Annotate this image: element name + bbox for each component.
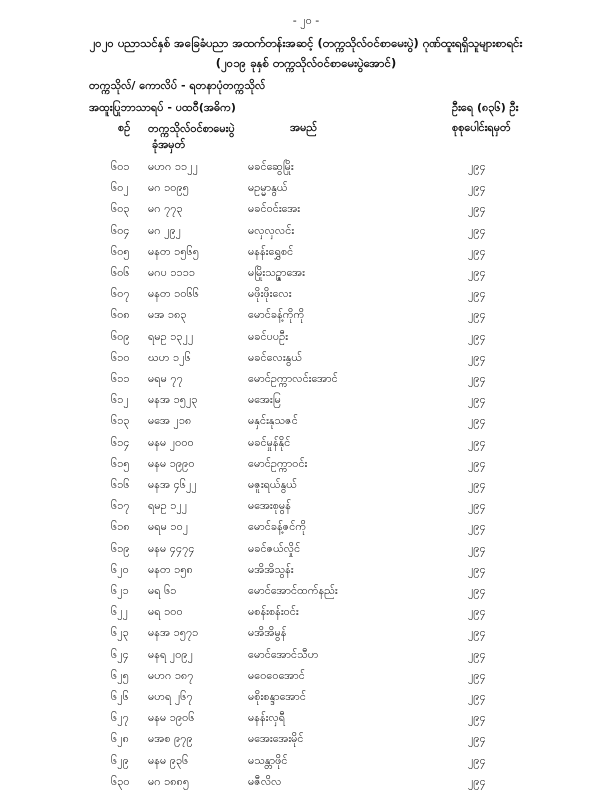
table-row <box>0 436 612 458</box>
row-serial: ၆၁၂ <box>111 393 129 407</box>
subject-line: အထူးပြုဘာသာရပ် - ပထဝီ(အဓိက) <box>89 101 236 114</box>
row-name: မအိအိမွန် <box>248 626 287 640</box>
row-serial: ၆၂၁ <box>111 584 129 597</box>
row-name: မနန်းရွှေစင် <box>248 244 294 258</box>
table-row <box>0 775 612 797</box>
table-row <box>0 542 612 564</box>
row-serial: ၆၀၁ <box>111 160 130 173</box>
row-serial: ၆၂၄ <box>111 647 129 661</box>
row-total: ၂၉၄ <box>468 732 486 746</box>
row-total: ၂၉၄ <box>468 690 486 703</box>
row-serial: ၆၀၉ <box>111 329 130 343</box>
row-serial: ၆၂၂ <box>111 605 128 619</box>
row-total: ၂၉၄ <box>468 329 486 343</box>
table-row <box>0 245 612 267</box>
row-exam-number: မနမ ၉၃၆ <box>148 753 189 767</box>
row-serial: ၆၂၆ <box>111 690 129 703</box>
row-total: ၂၉၄ <box>468 266 486 279</box>
row-name: မနှင်းနုသဇင် <box>248 414 298 428</box>
row-exam-number: မနမ ၄၄၇၄ <box>148 541 195 555</box>
table-row <box>0 690 612 712</box>
row-total: ၂၉၄ <box>468 499 486 513</box>
row-exam-number: မနတ ၁၀၆၆ <box>148 287 199 301</box>
row-exam-number: မဂ ၁၈၈၅ <box>148 774 190 788</box>
row-exam-number: မဂ ၇၇၃ <box>148 202 183 216</box>
row-exam-number: မရမ ၁၀၂ <box>148 520 189 534</box>
row-name: မစိုးစန္ဒာအောင် <box>248 690 306 703</box>
row-total: ၂၉၄ <box>468 435 486 449</box>
header-exam-line1: တက္ကသိုလ်ဝင်စာမေးပွဲ <box>148 122 235 135</box>
row-serial: ၆၀၂ <box>111 181 129 195</box>
table-row <box>0 393 612 415</box>
table-row <box>0 308 612 330</box>
row-exam-number: မနအ ၄၆၂၂ <box>148 478 197 491</box>
row-exam-number: မအေ ၂၁၈ <box>148 414 192 428</box>
row-name: မောင်အောင်ထက်နည်း <box>248 584 338 597</box>
row-serial: ၆၀၃ <box>111 202 130 216</box>
header-total: စုစုပေါင်းရမှတ် <box>452 121 511 134</box>
header-name: အမည် <box>290 121 318 134</box>
row-name: မအေးစုမွန် <box>248 499 291 513</box>
row-serial: ၆၁၁ <box>111 372 130 385</box>
row-serial: ၆၀၈ <box>111 308 130 322</box>
table-row <box>0 224 612 246</box>
row-exam-number: မနမ ၁၉၉၀ <box>148 456 195 470</box>
row-total: ၂၉၄ <box>468 372 486 385</box>
header-exam-line2: ခုံအမှတ် <box>152 138 186 151</box>
row-total: ၂၉၄ <box>468 605 486 619</box>
row-serial: ၆၁၃ <box>111 414 130 428</box>
row-exam-number: မနတ ၁၅၆၅ <box>148 244 199 258</box>
row-serial: ၆၁၈ <box>111 520 130 534</box>
row-exam-number: မနအ ၁၅၇၁ <box>148 626 199 640</box>
row-name: မဇီလိလ <box>248 774 282 788</box>
row-exam-number: မရမ ၇၇ <box>148 372 183 385</box>
row-name: မောင်ဥက္ကာလင်းအောင် <box>248 372 338 385</box>
row-name: မဇူးရယ်နွယ် <box>248 478 297 491</box>
document-title: ၂၀၂၀ ပညာသင်နှစ် အခြေခံပညာ အထက်တန်းအဆင့် (တက္ကသိုလ်ဝင်စာမေးပွဲ) ဂုဏ်ထူးရရှိသူများစာရင်း <box>89 36 523 50</box>
row-total: ၂၉၄ <box>468 774 486 788</box>
row-total: ၂၉၄ <box>468 478 486 491</box>
row-serial: ၆၂၈ <box>111 732 129 746</box>
row-name: မအိအိသွန်း <box>248 562 294 576</box>
row-serial: ၆၂၉ <box>111 753 129 767</box>
row-name: မခင်မှုန်နိုင် <box>248 435 291 449</box>
row-serial: ၆၀၇ <box>111 287 130 301</box>
header-exam-number <box>148 121 235 153</box>
row-name: မဖိုးဖိုးလေး <box>248 287 292 301</box>
row-name: မဝေဝေအောင် <box>248 668 305 682</box>
row-exam-number: မနတ ၁၅၈ <box>148 562 193 576</box>
row-serial: ၆၁၆ <box>111 478 130 491</box>
table-row <box>0 499 612 521</box>
row-name: မမြိုးသဥ္ဇာအေး <box>248 266 305 279</box>
row-serial: ၆၃၀ <box>111 774 130 788</box>
row-total: ၂၉၄ <box>468 414 486 428</box>
row-name: မောင်ခန့်ကိုကို <box>248 308 305 322</box>
row-exam-number: မရ ၆၁ <box>148 584 177 597</box>
row-serial: ၆၁၀ <box>111 350 130 364</box>
row-name: မခင်ပပဦး <box>248 329 289 343</box>
table-row <box>0 181 612 203</box>
row-name: မခင်ဝင်းအေး <box>248 202 301 216</box>
row-serial: ၆၁၇ <box>111 499 130 513</box>
row-total: ၂၉၄ <box>468 350 486 364</box>
row-exam-number: မဂ ၂၉၂ <box>148 223 182 237</box>
row-total: ၂၉၄ <box>468 626 486 640</box>
table-row <box>0 605 612 627</box>
row-total: ၂၉၄ <box>468 753 486 767</box>
table-row <box>0 711 612 733</box>
row-name: မဥမ္မာနွယ် <box>248 181 288 195</box>
row-name: မလှလှလင်း <box>248 223 295 237</box>
row-name: မောင်ဥက္ကာဝင်း <box>248 456 308 470</box>
row-exam-number: မဂ ၁၀၉၅ <box>148 181 189 195</box>
candidate-count: ဦးရေ (၈၃၆) ဦး <box>452 101 519 114</box>
table-row <box>0 287 612 309</box>
row-serial: ၆၂၃ <box>111 626 129 640</box>
table-row <box>0 414 612 436</box>
row-serial: ၆၀၄ <box>111 223 130 237</box>
table-row <box>0 563 612 585</box>
row-exam-number: ရမဥ ၁၃၂၂ <box>148 329 194 343</box>
row-total: ၂၉၄ <box>468 584 486 597</box>
row-name: မအေးမြ <box>248 393 281 407</box>
document-subtitle: (၂၀၁၉ ခုနှစ် တက္ကသိုလ်ဝင်စာမေးပွဲအောင်) <box>215 56 397 70</box>
table-row <box>0 160 612 182</box>
table-row <box>0 520 612 542</box>
row-total: ၂၉၄ <box>468 711 486 725</box>
row-serial: ၆၂၇ <box>111 711 129 725</box>
row-name: မောင်ခန့်ဇင်ကို <box>248 520 307 534</box>
row-total: ၂၉၄ <box>468 202 486 216</box>
row-exam-number: မနရ ၂၀၉၂ <box>148 647 193 661</box>
row-total: ၂၉၄ <box>468 647 486 661</box>
university-line: တက္ကသိုလ်/ ကောလိပ် - ရတနာပုံတက္ကသိုလ် <box>89 79 266 92</box>
table-row <box>0 330 612 352</box>
row-total: ၂၉၄ <box>468 668 486 682</box>
row-serial: ၆၀၆ <box>111 266 130 279</box>
row-name: မစန်းစန်းဝင်း <box>248 605 299 619</box>
row-exam-number: မဟဂ ၁၈၇ <box>148 668 194 682</box>
table-row <box>0 202 612 224</box>
table-row <box>0 266 612 288</box>
row-exam-number: မနအ ၁၅၂၃ <box>148 393 198 407</box>
row-total: ၂၉၄ <box>468 181 486 195</box>
table-row <box>0 626 612 648</box>
header-serial: စဉ် <box>118 121 131 134</box>
table-row <box>0 732 612 754</box>
row-exam-number: မအစ ၉၇၉ <box>148 732 193 746</box>
row-total: ၂၉၄ <box>468 223 486 237</box>
table-row <box>0 351 612 373</box>
table-row <box>0 648 612 670</box>
row-total: ၂၉၄ <box>468 456 486 470</box>
row-exam-number: မနမ ၁၉၀၆ <box>148 711 195 725</box>
page-number: - ၂၀ - <box>292 14 320 27</box>
table-row <box>0 584 612 606</box>
row-name: မနန်းလှရီ <box>248 711 286 725</box>
row-exam-number: မအ ၁၈၃ <box>148 308 187 322</box>
row-exam-number: မနမ ၂၀၀၀ <box>148 435 194 449</box>
table-row <box>0 372 612 394</box>
row-total: ၂၉၄ <box>468 287 486 301</box>
row-exam-number: မဟဂ ၁၁၂၂ <box>148 160 199 173</box>
row-serial: ၆၀၅ <box>111 244 130 258</box>
row-name: မခင်ဆွေမြိုး <box>248 160 294 173</box>
row-name: မောင်အောင်သီဟ <box>248 647 319 661</box>
row-total: ၂၉၄ <box>468 393 486 407</box>
row-serial: ၆၂၅ <box>111 668 129 682</box>
row-serial: ၆၁၅ <box>111 456 130 470</box>
row-exam-number: မရ ၁၀၀ <box>148 605 183 619</box>
table-row <box>0 669 612 691</box>
row-total: ၂၉၄ <box>468 160 486 173</box>
row-name: မခင်ဇယ်လှိုင် <box>248 541 301 555</box>
row-total: ၂၉၄ <box>468 308 486 322</box>
row-total: ၂၉၄ <box>468 541 486 555</box>
row-exam-number: မဟရ ၂၆၇ <box>148 690 193 703</box>
row-exam-number: ဃဟ ၁၂၆ <box>148 350 191 364</box>
row-total: ၂၉၄ <box>468 520 486 534</box>
row-serial: ၆၁၄ <box>111 435 130 449</box>
row-total: ၂၉၄ <box>468 244 486 258</box>
row-name: မသန္တာဖိုင် <box>248 753 288 767</box>
row-serial: ၆၁၉ <box>111 541 130 555</box>
table-row <box>0 754 612 776</box>
row-name: မအေးအေးမိုင် <box>248 732 304 746</box>
row-serial: ၆၂၀ <box>111 562 129 576</box>
table-row <box>0 478 612 500</box>
row-name: မခင်လေးနွယ် <box>248 350 303 364</box>
table-row <box>0 457 612 479</box>
row-exam-number: မဂပ ၁၁၁၁ <box>148 266 196 279</box>
row-total: ၂၉၄ <box>468 562 486 576</box>
row-exam-number: ရမဥ ၁၂၂ <box>148 499 188 513</box>
